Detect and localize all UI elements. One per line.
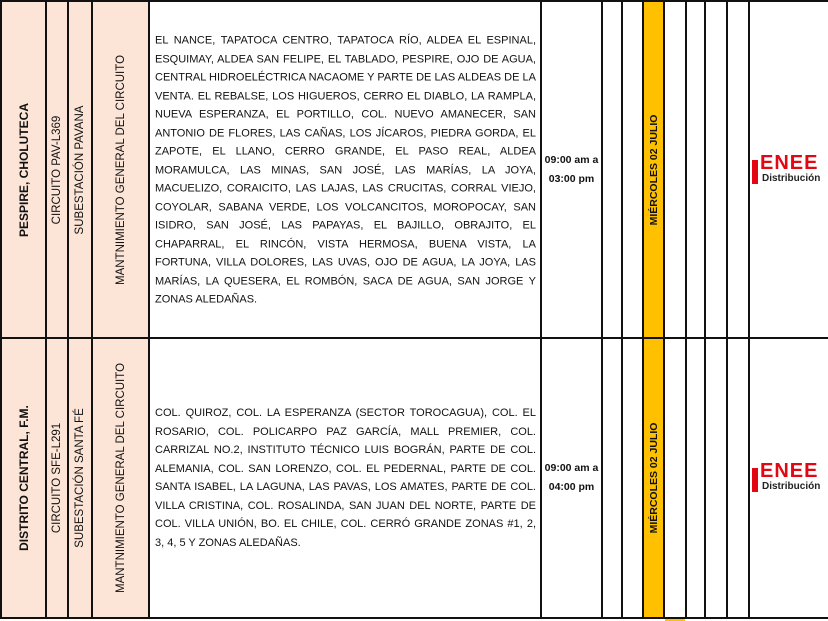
day-text: MIÉRCOLES 02 JULIO xyxy=(647,422,660,534)
day-cell xyxy=(642,339,663,617)
row-divider xyxy=(0,617,828,619)
substation-cell xyxy=(67,339,91,617)
time-end: 03:00 pm xyxy=(548,173,595,185)
time-start: 09:00 am a xyxy=(544,462,599,474)
work-cell xyxy=(91,2,148,338)
areas-text: EL NANCE, TAPATOCA CENTRO, TAPATOCA RÍO, ALDEA EL ESPINAL, ESQUIMAY, ALDEA SAN FELIPE, EL TABLADO, PESPIRE, OJO DE AGUA, CENTRAL HIDROELÉCTRICA NACAOME Y PARTE DE LAS ALDEAS DE LA VENTA. EL REBALSE, LOS HIGUEROS, CERRO EL DIABLO, LA RAMPLA, NUEVA ESPERANZA, EL PORTILLO, COL. NUEVO AMANECER, SAN ANTONIO DE FLORES, LAS CAÑAS, LOS JÍCAROS, PIEDRA GORDA, EL ZAPOTE, EL LLANO, CERRO GRANDE, EL PASO REAL, ALDEA MORAMULCA, LAS MINAS, SAN JOSÉ, LAS MARÍAS, LA JOYA, MACUELIZO, CORAICITO, LAS LAJAS, LAS CRUCITAS, CORRAL VIEJO, COYOLAR, SABANA VERDE, LOS VOLCANCITOS, MOROPOCAY, SAN ISIDRO, SAN JOSÉ, LAS PAPAYAS, EL BAJILLO, OBRAJITO, EL CHAPARRAL, EL RINCÓN, VISTA HERMOSA, BUENA VISTA, LA FORTUNA, VILLA DOLORES, LAS UVAS, OJO DE AGUA, LA JOYA, LAS MARÍAS, LA QUESERA, EL ROMBÓN, SACA DE AGUA, SAN JORGE Y ZONAS ALEDAÑAS. xyxy=(155,34,536,306)
work-text: MANTNIMIENTO GENERAL DEL CIRCUITO xyxy=(114,362,127,594)
substation-cell xyxy=(67,2,91,338)
empty-day-cell xyxy=(601,2,621,338)
circuit-text: CIRCUITO PAV-L369 xyxy=(51,115,63,225)
empty-day-cell xyxy=(685,339,704,617)
day-text: MIÉRCOLES 02 JULIO xyxy=(647,114,660,226)
day-cell xyxy=(642,2,663,338)
empty-day-cell xyxy=(726,2,748,338)
work-text: MANTNIMIENTO GENERAL DEL CIRCUITO xyxy=(114,54,127,286)
location-cell xyxy=(0,2,45,338)
empty-day-cell xyxy=(663,2,685,338)
empty-day-cell xyxy=(704,2,726,338)
table-row xyxy=(0,2,828,338)
empty-day-cell xyxy=(704,339,726,617)
substation-text: SUBESTACIÓN SANTA FÉ xyxy=(74,408,86,548)
location-text: DISTRITO CENTRAL, F.M. xyxy=(16,405,31,551)
enee-logo xyxy=(752,152,828,184)
circuit-text: CIRCUITO SFE-L291 xyxy=(51,422,63,534)
areas-cell xyxy=(148,2,540,338)
work-cell xyxy=(91,339,148,617)
time-cell xyxy=(540,339,601,617)
logo-text: ENEE xyxy=(760,460,819,482)
logo-cell xyxy=(748,2,828,338)
empty-day-cell xyxy=(726,339,748,617)
logo-cell xyxy=(748,339,828,617)
areas-text: COL. QUIROZ, COL. LA ESPERANZA (SECTOR TOROCAGUA), COL. EL ROSARIO, COL. POLICARPO PAZ GARCÍA, MALL PREMIER, COL. CARRIZAL NO.2, INSTITUTO TÉCNICO LUIS BOGRÁN, PARTE DE COL. ALEMANIA, COL. SAN LORENZO, COL. EL PEDERNAL, PARTE DE COL. SANTA ISABEL, LA LAGUNA, LAS PAVAS, LOS AMATES, PARTE DE COL. VILLA CRISTINA, COL. ROSALINDA, SAN JUAN DEL NORTE, PARTE DE COL. VILLA UNIÓN, BO. EL CHILE, COL. CERRÓ GRANDE ZONAS #1, 2, 3, 4, 5 Y ZONAS ALEDAÑAS. xyxy=(155,407,536,549)
empty-day-cell xyxy=(601,339,621,617)
table-row xyxy=(0,339,828,617)
location-cell xyxy=(0,339,45,617)
substation-text: SUBESTACIÓN PAVANA xyxy=(74,105,86,235)
location-text: PESPIRE, CHOLUTECA xyxy=(16,102,31,238)
time-cell xyxy=(540,2,601,338)
time-end: 04:00 pm xyxy=(548,481,595,493)
empty-day-cell xyxy=(621,2,642,338)
logo-subtext: Distribución xyxy=(762,173,821,184)
enee-logo xyxy=(752,460,828,492)
empty-day-cell xyxy=(685,2,704,338)
empty-day-cell xyxy=(663,339,685,617)
areas-cell xyxy=(148,339,540,617)
logo-text: ENEE xyxy=(760,152,819,174)
time-start: 09:00 am a xyxy=(544,154,599,166)
logo-subtext: Distribución xyxy=(762,481,821,492)
circuit-cell xyxy=(45,339,67,617)
empty-day-cell xyxy=(621,339,642,617)
circuit-cell xyxy=(45,2,67,338)
